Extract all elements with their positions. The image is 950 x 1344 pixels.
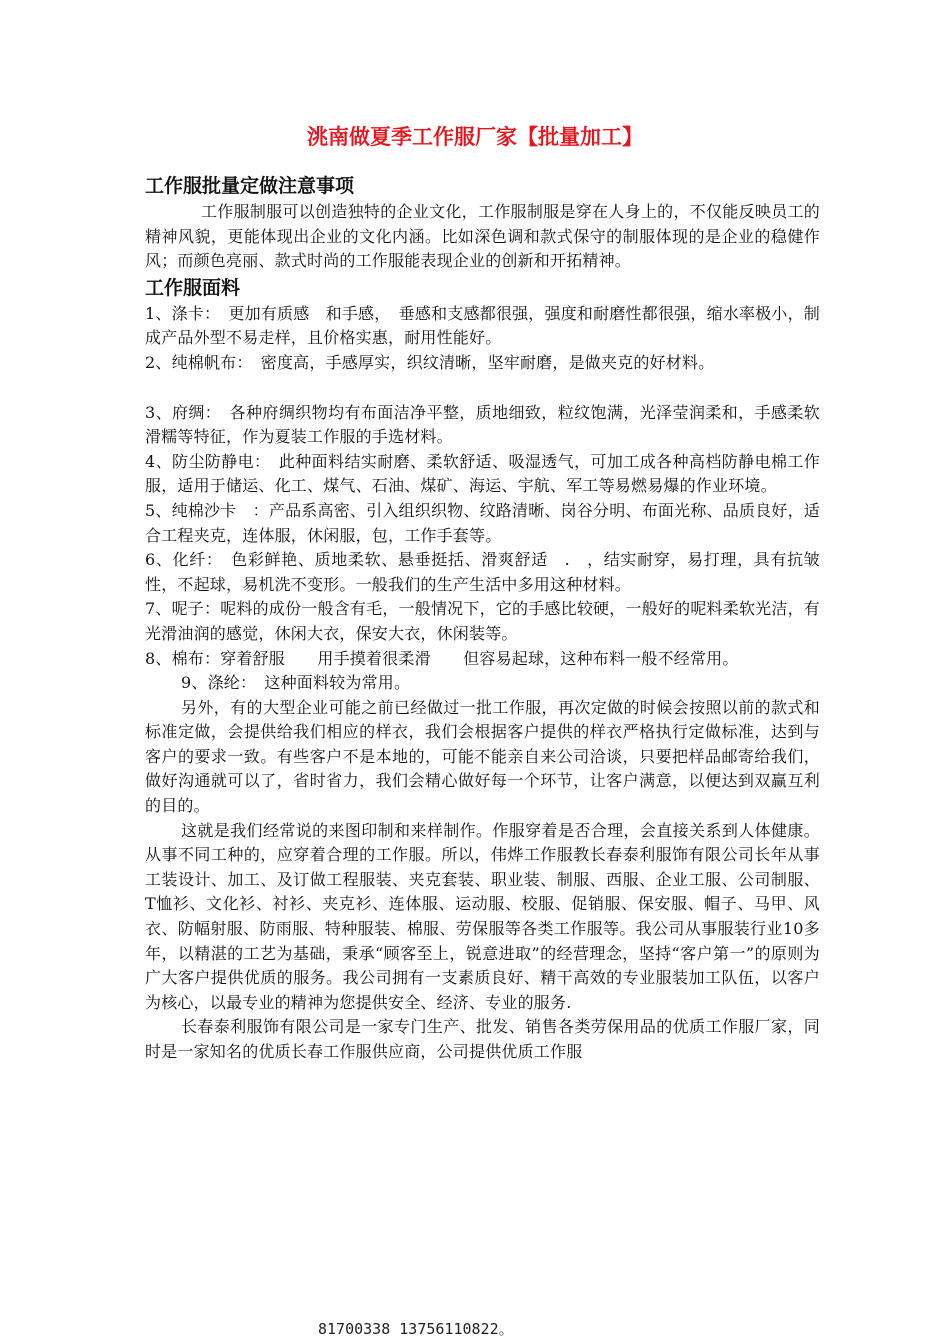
footer-phone-numbers: 81700338 13756110822。 <box>318 1320 514 1338</box>
fabric-item: 9、涤纶： 这种面料较为常用。 <box>181 673 411 693</box>
body-paragraph: 这就是我们经常说的来图印制和来样制作。作服穿着是否合理，会直接关系到人体健康。从事不同工种的，应穿着合理的工作服。所以，伟烨工作服教长春泰利服饰有限公司长年从事工装设计、加工、及订做工程服装、夹克套装、职业装、制服、西服、企业工服、公司制服、T恤衫、文化衫、衬衫、夹克衫、连体服、运动服、校服、促销服、保安服、帽子、马甲、风衣、防幅射服、防雨服、特种服装、棉服、劳保服等各类工作服等。我公司从事服装行业10多年，以精湛的工艺为基础，秉承“顾客至上，锐意进取”的经营理念，坚持“客户第一”的原则为广大客户提供优质的服务。我公司拥有一支素质良好、精干高效的专业服装加工队伍，以客户为核心，以最专业的精神为您提供安全、经济、专业的服务. <box>145 820 820 1012</box>
fabric-item: 3、府绸： 各种府绸织物均有布面洁净平整，质地细致，粒纹饱满，光泽莹润柔和，手感柔软滑糯等特征，作为夏装工作服的手选材料。 <box>145 402 820 447</box>
fabric-item: 7、呢子：呢料的成份一般含有毛，一般情况下，它的手感比较硬，一般好的呢料柔软光洁，有光滑油润的感觉，休闲大衣，保安大衣，休闲装等。 <box>145 599 820 643</box>
document-body <box>145 172 820 1065</box>
fabric-item: 6、化纤： 色彩鲜艳、质地柔软、悬垂挺括、滑爽舒适 . ，结实耐穿，易打理，具有抗皱性，不起球，易机洗不变形。一般我们的生产生活中多用这种材料。 <box>145 550 820 594</box>
intro-paragraph: 工作服制服可以创造独特的企业文化，工作服制服是穿在人身上的，不仅能反映员工的精神风貌，更能体现出企业的文化内涵。比如深色调和款式保守的制服体现的是企业的稳健作风；而颜色亮丽、款式时尚的工作服能表现企业的创新和开拓精神。 <box>145 202 820 271</box>
section-heading-notes: 工作服批量定做注意事项 <box>145 175 355 197</box>
fabric-item: 5、纯棉沙卡 ：产品系高密、引入组织织物、纹路清晰、岗谷分明、布面光称、品质良好，适合工程夹克，连体服，休闲服，包，工作手套等。 <box>145 500 820 545</box>
fabric-item: 4、防尘防静电： 此种面料结实耐磨、柔软舒适、吸湿透气，可加工成各种高档防静电棉工作服，适用于储运、化工、煤气、石油、煤矿、海运、宇航、军工等易燃易爆的作业环境。 <box>145 451 820 496</box>
blank-line <box>145 376 820 401</box>
document-title: 洮南做夏季工作服厂家【批量加工】 <box>307 125 643 149</box>
body-paragraph: 另外，有的大型企业可能之前已经做过一批工作服，再次定做的时候会按照以前的款式和标准定做，会提供给我们相应的样衣，我们会根据客户提供的样衣严格执行定做标准，达到与客户的要求一致。有些客户不是本地的，可能不能亲自来公司洽谈，只要把样品邮寄给我们，做好沟通就可以了，省时省力，我们会精心做好每一个环节，让客户满意，以便达到双赢互利的目的。 <box>145 697 820 816</box>
fabric-item: 1、涤卡： 更加有质感 和手感， 垂感和支感都很强，强度和耐磨性都很强，缩水率极小，制成产品外型不易走样，且价格实惠，耐用性能好。 <box>145 303 820 348</box>
body-paragraph: 长春泰利服饰有限公司是一家专门生产、批发、销售各类劳保用品的优质工作服厂家，同时是一家知名的优质长春工作服供应商，公司提供优质工作服 <box>145 1017 820 1061</box>
fabric-item: 2、纯棉帆布： 密度高，手感厚实，织纹清晰，坚牢耐磨，是做夹克的好材料。 <box>145 352 715 372</box>
fabric-item: 8、棉布：穿着舒服 用手摸着很柔滑 但容易起球，这种布料一般不经常用。 <box>145 648 739 668</box>
section-heading-fabric: 工作服面料 <box>145 276 241 299</box>
